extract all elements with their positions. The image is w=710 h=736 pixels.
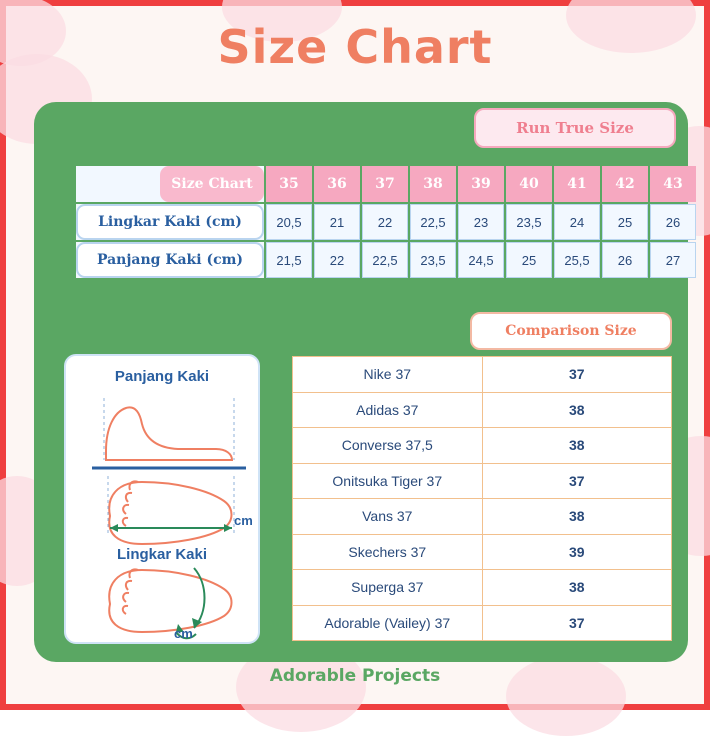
cell-lingkar-5: 23,5 — [506, 204, 552, 240]
comparison-brand-4: Vans 37 — [293, 499, 483, 535]
row-label-lingkar-kaki: Lingkar Kaki (cm) — [76, 204, 264, 240]
cell-panjang-2: 22,5 — [362, 242, 408, 278]
table-header-row — [76, 166, 696, 202]
size-chart-table — [74, 164, 698, 280]
row-label-cell-panjang — [76, 242, 264, 278]
comparison-brand-5: Skechers 37 — [293, 534, 483, 570]
comparison-brand-2: Converse 37,5 — [293, 428, 483, 464]
comparison-size-5: 39 — [482, 534, 671, 570]
table-row — [293, 463, 672, 499]
comparison-size-1: 38 — [482, 392, 671, 428]
cell-panjang-5: 25 — [506, 242, 552, 278]
table-row — [293, 499, 672, 535]
row-label-panjang-kaki: Panjang Kaki (cm) — [76, 242, 264, 278]
size-header-7: 42 — [602, 166, 648, 202]
size-header-1: 36 — [314, 166, 360, 202]
cell-lingkar-4: 23 — [458, 204, 504, 240]
size-header-4: 39 — [458, 166, 504, 202]
cell-panjang-7: 26 — [602, 242, 648, 278]
illustration-title-lingkar: Lingkar Kaki — [116, 546, 208, 563]
table-row — [76, 204, 696, 240]
cell-panjang-1: 22 — [314, 242, 360, 278]
size-header-3: 38 — [410, 166, 456, 202]
cell-panjang-6: 25,5 — [554, 242, 600, 278]
measurement-illustration-panel — [64, 354, 260, 644]
size-header-6: 41 — [554, 166, 600, 202]
table-row — [76, 242, 696, 278]
header-label-cell — [76, 166, 264, 202]
table-row — [293, 534, 672, 570]
cell-lingkar-7: 25 — [602, 204, 648, 240]
table-row — [293, 570, 672, 606]
comparison-size-0: 37 — [482, 357, 671, 393]
comparison-size-7: 37 — [482, 605, 671, 641]
comparison-size-2: 38 — [482, 428, 671, 464]
table-row — [293, 605, 672, 641]
comparison-size-badge: Comparison Size — [470, 312, 672, 350]
cell-lingkar-8: 26 — [650, 204, 696, 240]
panjang-unit-label: cm — [234, 513, 253, 528]
comparison-brand-7: Adorable (Vailey) 37 — [293, 605, 483, 641]
cell-lingkar-3: 22,5 — [410, 204, 456, 240]
comparison-brand-1: Adidas 37 — [293, 392, 483, 428]
cell-panjang-0: 21,5 — [266, 242, 312, 278]
size-header-2: 37 — [362, 166, 408, 202]
foot-measure-diagram — [66, 356, 262, 646]
comparison-size-4: 38 — [482, 499, 671, 535]
row-label-cell-lingkar — [76, 204, 264, 240]
table-row — [293, 357, 672, 393]
size-header-0: 35 — [266, 166, 312, 202]
cell-panjang-8: 27 — [650, 242, 696, 278]
brand-footer: Adorable Projects — [269, 666, 441, 686]
illustration-title-panjang: Panjang Kaki — [114, 368, 210, 385]
cell-lingkar-1: 21 — [314, 204, 360, 240]
comparison-size-3: 37 — [482, 463, 671, 499]
cell-panjang-3: 23,5 — [410, 242, 456, 278]
comparison-size-6: 38 — [482, 570, 671, 606]
cell-panjang-4: 24,5 — [458, 242, 504, 278]
size-header-8: 43 — [650, 166, 696, 202]
table-row — [293, 428, 672, 464]
cell-lingkar-0: 20,5 — [266, 204, 312, 240]
size-header-5: 40 — [506, 166, 552, 202]
page-title: Size Chart — [217, 20, 493, 74]
size-chart-header-pill: Size Chart — [160, 166, 264, 202]
cell-lingkar-2: 22 — [362, 204, 408, 240]
lingkar-unit-label: cm — [174, 626, 193, 641]
comparison-table — [292, 356, 672, 641]
comparison-brand-3: Onitsuka Tiger 37 — [293, 463, 483, 499]
run-true-size-badge: Run True Size — [474, 108, 676, 148]
comparison-brand-6: Superga 37 — [293, 570, 483, 606]
cell-lingkar-6: 24 — [554, 204, 600, 240]
comparison-brand-0: Nike 37 — [293, 357, 483, 393]
table-row — [293, 392, 672, 428]
